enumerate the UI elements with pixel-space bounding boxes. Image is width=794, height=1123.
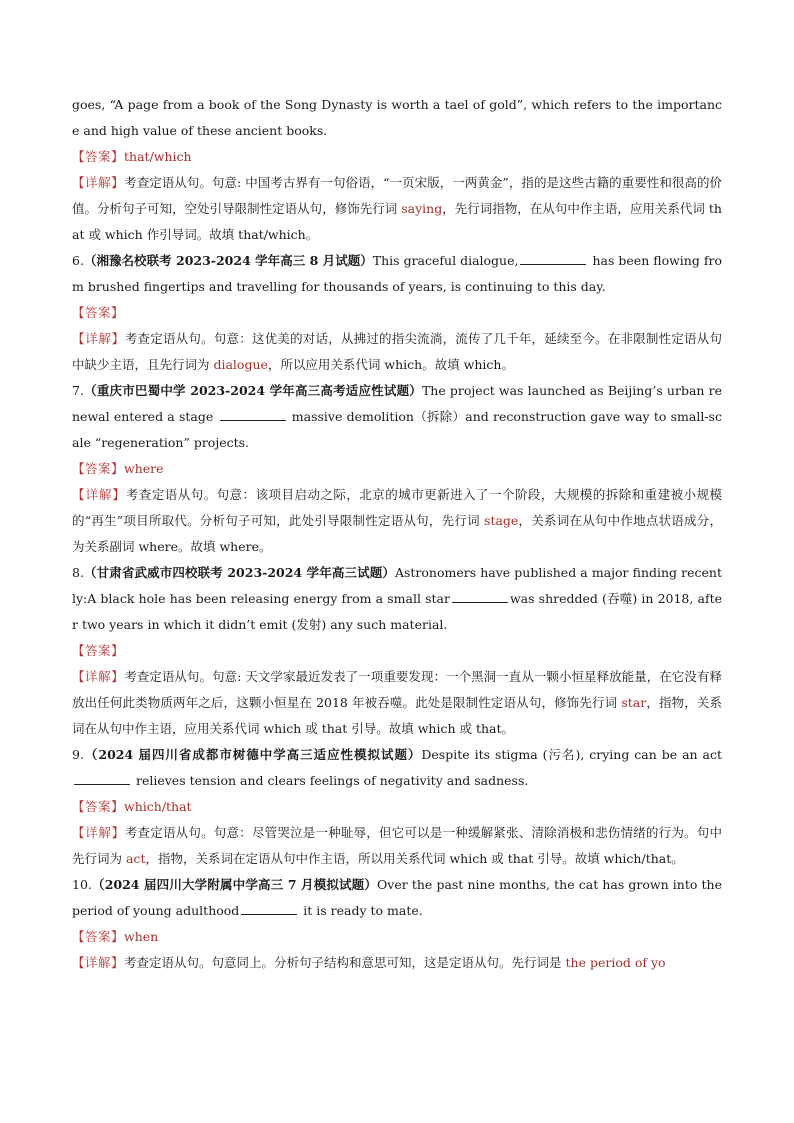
document-content	[72, 92, 722, 976]
q5-stem: goes, “A page from a book of the Song Dynasty is worth a tael of gold”, which refers to the importance and high value of these ancient books.	[72, 97, 722, 138]
question-number: 7.	[72, 383, 84, 398]
q9-detail: 【详解】考查定语从句。句意：尽管哭泣是一种耻辱，但它可以是一种缓解紧张、清除消极和悲伤情绪的行为。句中先行词为 act，指物，关系词在定语从句中作主语，所以用关系代词 which 或 that 引导。故填 which/that。	[72, 825, 722, 866]
answer-blank	[520, 250, 586, 265]
answer-label: 【答案】	[72, 929, 125, 944]
detail-label: 【详解】	[72, 175, 125, 190]
question-number: 9.	[72, 747, 84, 762]
detail-label: 【详解】	[72, 487, 126, 502]
answer-label: 【答案】	[72, 149, 125, 164]
question-source: （2024 届四川大学附属中学高三 7 月模拟试题）	[91, 877, 378, 892]
question-source: （甘肃省武威市四校联考 2023-2024 学年高三试题）	[83, 565, 395, 580]
answer-blank	[220, 406, 286, 421]
detail-label: 【详解】	[72, 825, 125, 840]
answer-label: 【答案】	[72, 461, 125, 476]
q9-stem: 9.（2024 届四川省成都市树德中学高三适应性模拟试题）Despite its stigma (污名), crying can be an act relieves tension and clears feelings of negativity and sadness.	[72, 747, 722, 788]
question-number: 8.	[72, 565, 84, 580]
answer-label: 【答案】	[72, 799, 125, 814]
question-number: 10.	[72, 877, 92, 892]
q6-stem: 6.（湘豫名校联考 2023-2024 学年高三 8 月试题）This graceful dialogue, has been flowing from brushed fingertips and travelling for thousands of years, is continuing to this day.	[72, 248, 722, 300]
q10-stem: 10.（2024 届四川大学附属中学高三 7 月模拟试题）Over the past nine months, the cat has grown into the period of young adulthood it is ready to mate.	[72, 877, 722, 918]
answer-blank	[452, 588, 508, 603]
q9-answer	[72, 794, 722, 820]
q7-stem: 7.（重庆市巴蜀中学 2023-2024 学年高三高考适应性试题）The project was launched as Beijing’s urban renewal entered a stage massive demolition（拆除）and reconstruction gave way to small-scale “regeneration” projects.	[72, 383, 722, 450]
q7-detail: 【详解】考查定语从句。句意：该项目启动之际，北京的城市更新进入了一个阶段，大规模的拆除和重建被小规模的“再生”项目所取代。分析句子可知，此处引导限制性定语从句，先行词 stage，关系词在从句中作地点状语成分，为关系副词 where。故填 where。	[72, 487, 722, 554]
answer-blank	[74, 770, 130, 785]
q5-answer	[72, 144, 722, 170]
q6-answer	[72, 300, 722, 326]
answer-label: 【答案】	[72, 643, 125, 658]
q8-stem: 8.（甘肃省武威市四校联考 2023-2024 学年高三试题）Astronomers have published a major finding recently:A black hole has been releasing energy from a small star was shredded (吞噬) in 2018, after two years in which it didn’t emit (发射) any such material.	[72, 565, 722, 632]
q6-detail: 【详解】考查定语从句。句意：这优美的对话，从拂过的指尖流淌，流传了几千年，延续至今。在非限制性定语从句中缺少主语，且先行词为 dialogue，所以应用关系代词 which。故填 which。	[72, 331, 722, 372]
answer-value: when	[124, 929, 159, 944]
q8-answer	[72, 638, 722, 664]
q8-detail: 【详解】考查定语从句。句意: 天文学家最近发表了一项重要发现：一个黑洞一直从一颗小恒星释放能量，在它没有释放出任何此类物质两年之后，这颗小恒星在 2018 年被吞噬。此处是限制性定语从句，修饰先行词 star，指物，关系词在从句中作主语，应用关系代词 which 或 that 引导。故填 which 或 that。	[72, 669, 722, 736]
q7-answer	[72, 456, 722, 482]
q5-detail: 【详解】考查定语从句。句意: 中国考古界有一句俗语，“一页宋版，一两黄金”，指的是这些古籍的重要性和很高的价值。分析句子可知，空处引导限制性定语从句，修饰先行词 saying，先行词指物，在从句中作主语，应用关系代词 that 或 which 作引导词。故填 that/which。	[72, 175, 722, 242]
answer-value: where	[124, 461, 164, 476]
question-source: （2024 届四川省成都市树德中学高三适应性模拟试题）	[83, 747, 422, 762]
answer-value: which/that	[124, 799, 192, 814]
question-source: （重庆市巴蜀中学 2023-2024 学年高三高考适应性试题）	[83, 383, 422, 398]
q10-answer	[72, 924, 722, 950]
answer-value: that/which	[124, 149, 192, 164]
question-number: 6.	[72, 253, 84, 268]
detail-label: 【详解】	[72, 331, 125, 346]
answer-blank	[241, 900, 297, 915]
detail-label: 【详解】	[72, 669, 125, 684]
question-source: （湘豫名校联考 2023-2024 学年高三 8 月试题）	[83, 253, 373, 268]
detail-label: 【详解】	[72, 955, 125, 970]
q10-detail: 【详解】考查定语从句。句意同上。分析句子结构和意思可知，这是定语从句。先行词是 the period of yo	[72, 955, 666, 970]
answer-label: 【答案】	[72, 305, 125, 320]
